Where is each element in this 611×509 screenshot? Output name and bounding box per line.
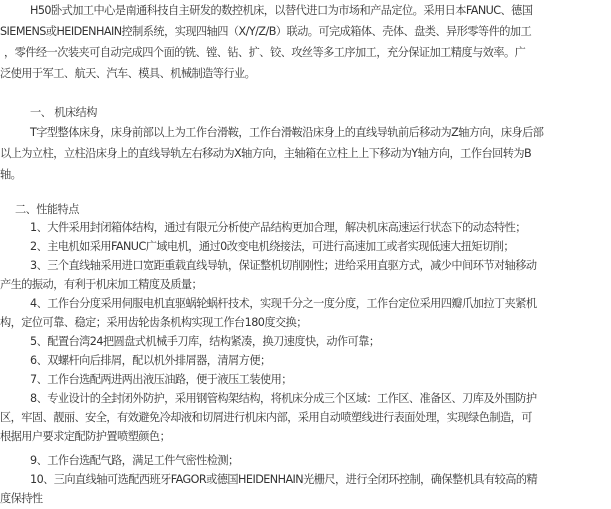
feature-item-1: 1、大件采用封闭箱体结构，通过有限元分析使产品结构更加合理，解决机床高速运行状态下的动态特性；: [30, 221, 526, 234]
section-1-line-2: 以上为立柱，立柱沿床身上的直线导轨左右移动为X轴方向，主轴箱在立柱上上下移动为Y轴方向，工作台回转为B: [0, 147, 532, 160]
section-1-line-1: T字型整体床身，床身前部以上为工作台滑鞍，工作台滑鞍沿床身上的直线导轨前后移动为Z轴方向，床身后部: [30, 126, 544, 139]
section-2-heading: 二、性能特点: [15, 203, 79, 216]
section-1-line-3: 轴。: [0, 168, 22, 181]
feature-item-9: 9、工作台选配气路，满足工件气密性检测；: [30, 454, 239, 467]
intro-line-4: 泛使用于军工、航天、汽车、模具、机械制造等行业。: [0, 67, 256, 80]
feature-item-7: 7、工作台选配两进两出液压油路，便于液压工装使用；: [30, 373, 292, 386]
feature-item-10: 10、三向直线轴可选配西班牙FAGOR或德国HEIDENHAIN光栅尺，进行全闭环控制，确保整机具有较高的精: [30, 473, 538, 486]
section-1-heading: 一、 机床结构: [30, 106, 97, 119]
feature-item-4: 4、工作台分度采用伺服电机直驱蜗轮蜗杆技术，实现千分之一度分度，工作台定位采用四瓣爪加拉丁夹紧机: [30, 297, 537, 310]
feature-item-6: 6、双螺杆向后排屑，配以机外排屑器，清屑方便；: [30, 354, 271, 367]
feature-item-10-cont: 度保持性: [0, 492, 43, 505]
feature-item-8-cont-1: 区，牢固、靓丽、安全，有效避免冷却液和切屑进行机床内部，采用自动喷塑线进行表面处理，实现绿色制造，可: [0, 411, 532, 424]
intro-line-2: SIEMENS或HEIDENHAIN控制系统，实现四轴四（X/Y/Z/B）联动。可完成箱体、壳体、盘类、异形零等件的加工: [0, 25, 532, 38]
feature-item-4-cont: 构，定位可靠、稳定；采用齿轮齿条机构实现工作台180度交换；: [0, 316, 307, 329]
feature-item-3-cont: 产生的振动，有利于机床加工精度及质量；: [0, 278, 203, 291]
feature-item-8: 8、专业设计的全封闭外防护，采用钢管构架结构，将机床分成三个区域：工作区、准备区、刀库及外围防护: [30, 392, 537, 405]
feature-item-8-cont-2: 根据用户要求定配防护置喷塑颜色；: [0, 430, 171, 443]
feature-item-2: 2、主电机如采用FANUC广域电机，通过0改变电机绕接法，可进行高速加工或者实现低速大扭矩切削；: [30, 240, 514, 253]
intro-line-1: H50卧式加工中心是南通科技自主研发的数控机床，以替代进口为市场和产品定位。采用日本FANUC、德国: [30, 4, 533, 17]
intro-line-3: ，零件经一次装夹可自动完成四个面的铣、镗、钻、扩、铰、攻丝等多工序加工，充分保证加工精度与效率。广: [4, 46, 526, 59]
feature-item-3: 3、三个直线轴采用进口宽距重载直线导轨，保证整机切削刚性；进给采用直驱方式，减少中间环节对轴移动: [30, 259, 537, 272]
feature-item-5: 5、配置台湾24把圆盘式机械手刀库，结构紧凑，换刀速度快，动作可靠；: [30, 335, 380, 348]
